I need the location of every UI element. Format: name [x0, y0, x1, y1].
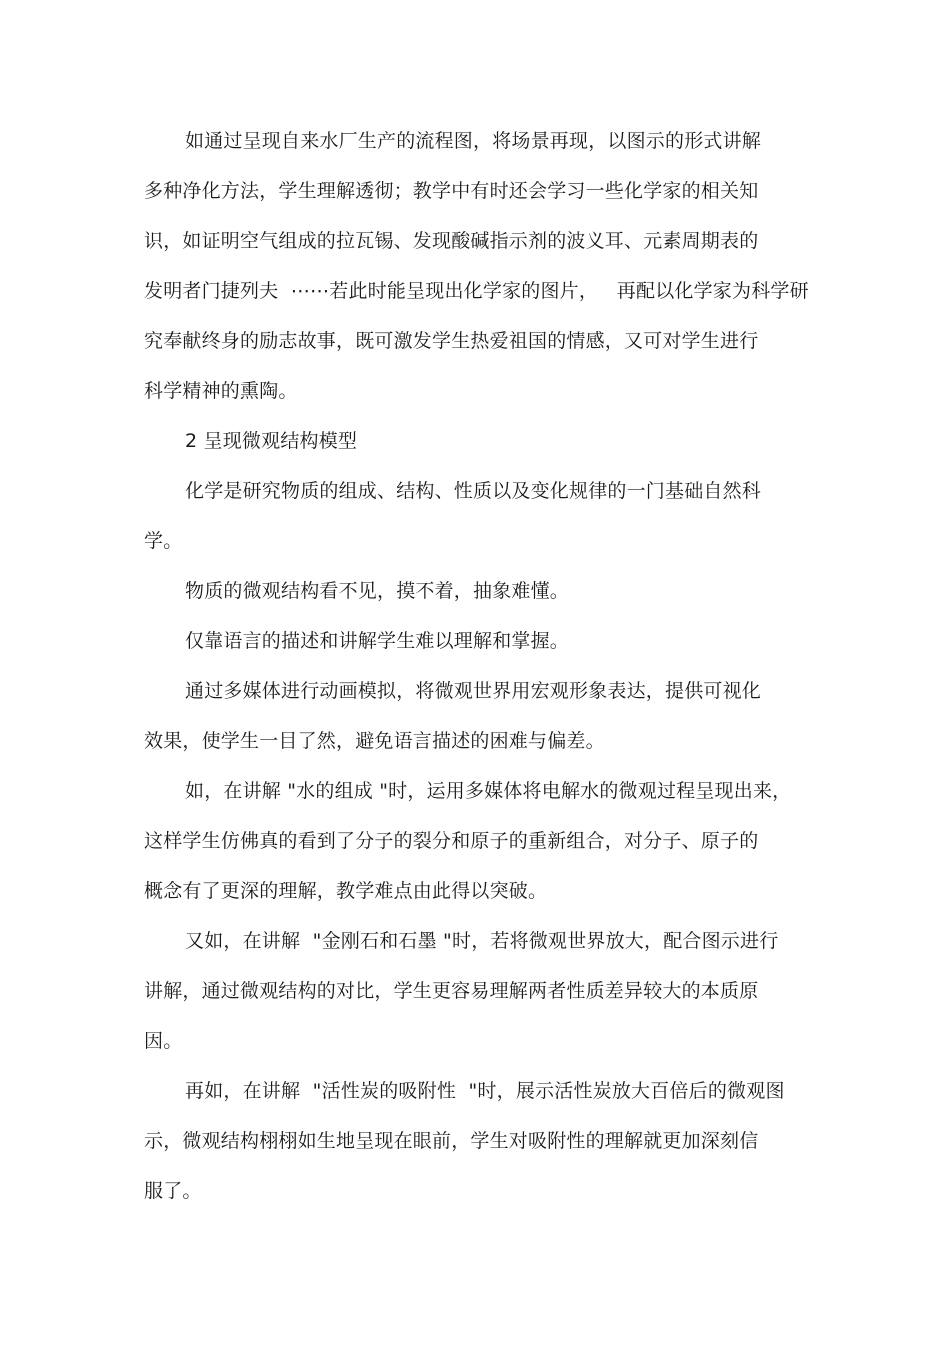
- paragraph-3-line-1: 物质的微观结构看不见，摸不着，抽象难懂。: [185, 580, 570, 602]
- paragraph-8-line-1: 再如，在讲解 "活性炭的吸附性 "时，展示活性炭放大百倍后的微观图: [185, 1080, 785, 1102]
- section-heading: 2 呈现微观结构模型: [185, 430, 358, 452]
- paragraph-1-line-2: 多种净化方法，学生理解透彻；教学中有时还会学习一些化学家的相关知: [144, 180, 759, 202]
- paragraph-5-line-1: 通过多媒体进行动画模拟，将微观世界用宏观形象表达，提供可视化: [185, 680, 762, 702]
- paragraph-1-line-3: 识，如证明空气组成的拉瓦锡、发现酸碱指示剂的波义耳、元素周期表的: [144, 230, 759, 252]
- paragraph-8-line-3: 服了。: [144, 1180, 202, 1202]
- paragraph-7-line-2: 讲解，通过微观结构的对比，学生更容易理解两者性质差异较大的本质原: [144, 980, 759, 1002]
- paragraph-8-line-2: 示，微观结构栩栩如生地呈现在眼前，学生对吸附性的理解就更加深刻信: [144, 1130, 759, 1152]
- paragraph-7-line-1: 又如，在讲解 "金刚石和石墨 "时，若将微观世界放大，配合图示进行: [185, 930, 779, 952]
- paragraph-2-line-2: 学。: [144, 530, 183, 552]
- paragraph-6-line-1: 如，在讲解 "水的组成 "时，运用多媒体将电解水的微观过程呈现出来，: [185, 780, 792, 802]
- paragraph-2-line-1: 化学是研究物质的组成、结构、性质以及变化规律的一门基础自然科: [185, 480, 762, 502]
- paragraph-7-line-3: 因。: [144, 1030, 183, 1052]
- paragraph-1-line-6: 科学精神的熏陶。: [144, 380, 298, 402]
- paragraph-6-line-3: 概念有了更深的理解，教学难点由此得以突破。: [144, 880, 548, 902]
- paragraph-1-line-5: 究奉献终身的励志故事，既可激发学生热爱祖国的情感，又可对学生进行: [144, 330, 759, 352]
- paragraph-1-line-4: 发明者门捷列夫 ⋯⋯若此时能呈现出化学家的图片， 再配以化学家为科学研: [144, 280, 809, 302]
- paragraph-4-line-1: 仅靠语言的描述和讲解学生难以理解和掌握。: [185, 630, 570, 652]
- paragraph-5-line-2: 效果，使学生一目了然，避免语言描述的困难与偏差。: [144, 730, 605, 752]
- paragraph-6-line-2: 这样学生仿佛真的看到了分子的裂分和原子的重新组合，对分子、原子的: [144, 830, 759, 852]
- paragraph-1-line-1: 如通过呈现自来水厂生产的流程图，将场景再现，以图示的形式讲解: [185, 130, 762, 152]
